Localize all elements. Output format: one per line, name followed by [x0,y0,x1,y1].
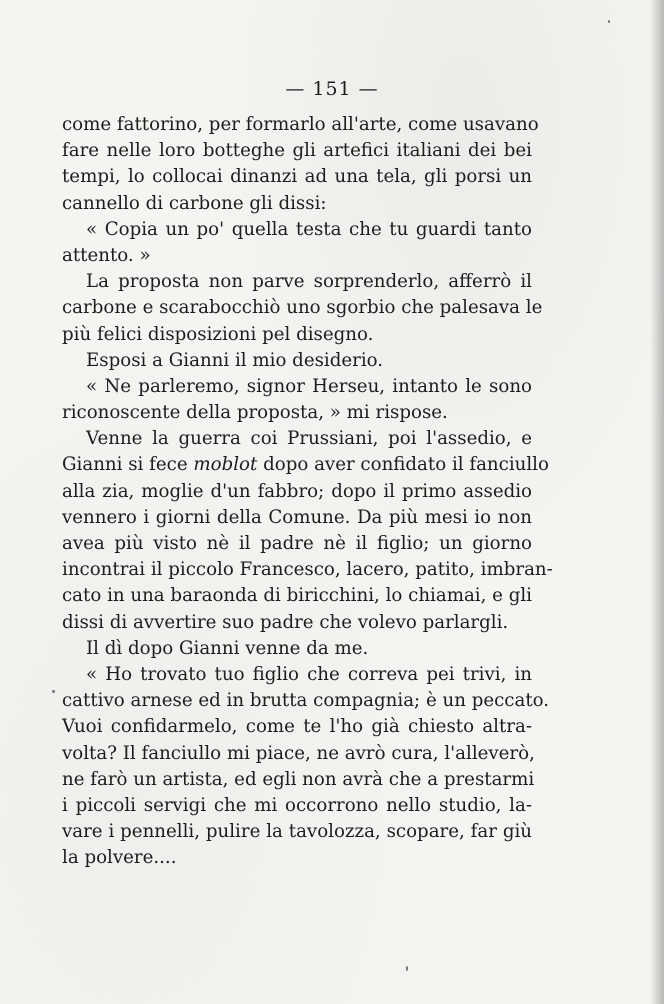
text-line: Il dì dopo Gianni venne da me. [86,637,369,659]
page-edge-shadow [650,0,664,1004]
text-line: dissi di avvertire suo padre che volevo parlargli. [62,611,509,633]
text-line: volta? Il fanciullo mi piace, ne avrò cura, l'alleverò, [62,742,535,764]
text-line: vennero i giorni della Comune. Da più mesi io non [62,506,532,528]
text-line: attento. » [62,244,151,266]
text-line: come fattorino, per formarlo all'arte, come usavano [62,114,539,135]
text-line: riconoscente della proposta, » mi rispose. [62,402,448,424]
text-line: cattivo arnese ed in brutta compagnia; è un peccato. [62,690,550,712]
text-line [62,452,549,478]
text-segment: Gianni si fece [62,454,188,476]
body-text [62,112,553,871]
text-line: carbone e scarabocchiò uno sgorbio che palesava le [62,297,543,319]
paper-speck [52,690,55,693]
text-line: « Copia un po' quella testa che tu guardi tanto [86,218,532,240]
text-line: alla zia, moglie d'un fabbro; dopo il primo assedio [62,480,532,502]
paper-speck [406,966,408,971]
text-line: la polvere.... [62,847,177,869]
text-line: fare nelle loro botteghe gli artefici italiani dei bei [62,140,532,162]
text-line: « Ne parleremo, signor Herseu, intanto le sono [86,375,532,397]
italic-word: moblot [193,454,258,476]
text-line: La proposta non parve sorprenderlo, afferrò il [86,271,532,293]
text-line: « Ho trovato tuo figlio che correva pei trivi, in [86,663,532,685]
text-line: i piccoli servigi che mi occorrono nello studio, la- [62,794,532,816]
text-line: Esposi a Gianni il mio desiderio. [86,349,384,371]
text-line: Vuoi confidarmelo, come te l'ho già chiesto altra- [62,716,532,738]
text-line: incontrai il piccolo Francesco, lacero, patito, imbran- [62,559,553,581]
text-line: ne farò un artista, ed egli non avrà che a prestarmi [62,768,535,790]
text-line: Venne la guerra coi Prussiani, poi l'assedio, e [86,428,532,450]
paper-speck [608,20,610,23]
page-number: — 151 — [285,78,379,100]
text-line: avea più visto nè il padre nè il figlio; un giorno [62,533,532,554]
text-line: cannello di carbone gli dissi: [62,192,327,214]
text-line: cato in una baraonda di biricchini, lo chiamai, e gli [62,585,532,607]
text-segment: dopo aver confidato il fanciullo [263,454,549,476]
text-line: vare i pennelli, pulire la tavolozza, scopare, far giù [62,821,532,843]
text-line: più felici disposizioni pel disegno. [62,323,374,345]
text-line: tempi, lo collocai dinanzi ad una tela, gli porsi un [62,166,532,188]
